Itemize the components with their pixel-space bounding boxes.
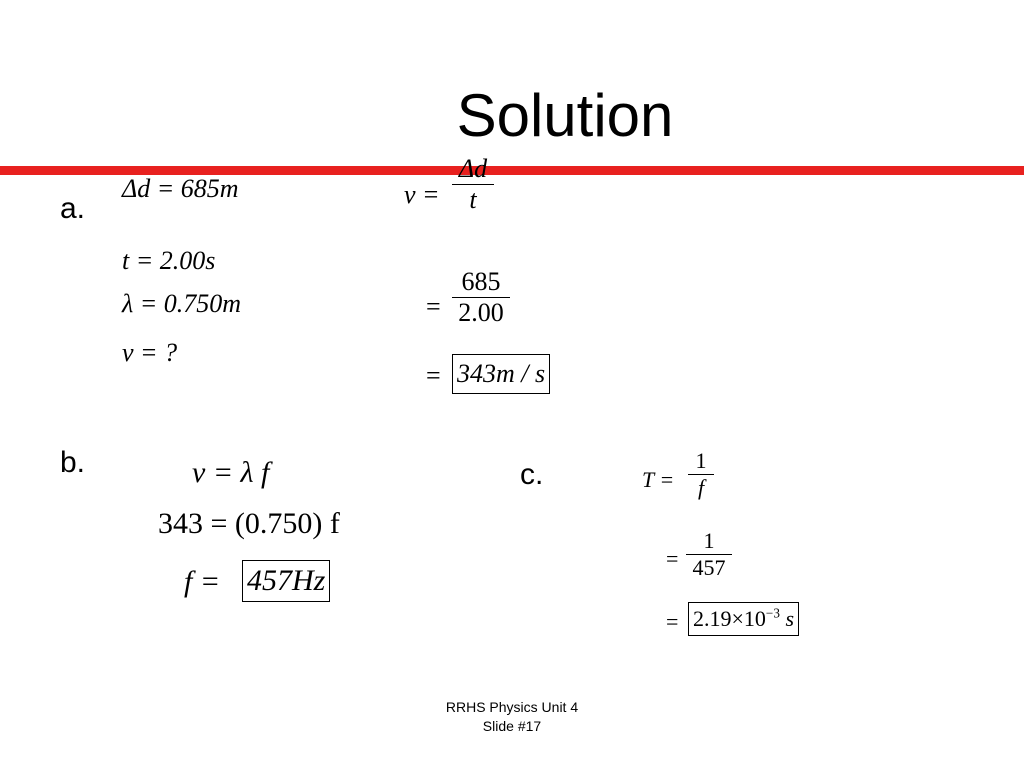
fraction-numerator: Δd: [458, 154, 488, 183]
part-c-label: c.: [520, 458, 544, 491]
footer-course: RRHS Physics Unit 4: [445, 699, 579, 715]
answer-a-box: 343m / s: [452, 354, 550, 394]
part-a-label: a.: [60, 192, 86, 225]
slide-footer: [392, 698, 632, 736]
slide-title: Solution: [456, 82, 674, 149]
given-wavelength: λ = 0.750m: [122, 289, 242, 318]
fraction-numerator: 685: [461, 267, 501, 296]
fraction-denominator: 457: [692, 555, 726, 580]
part-b-label: b.: [60, 446, 86, 479]
fraction-denominator: 2.00: [458, 298, 504, 327]
period-substitution-fraction: [686, 528, 732, 581]
period-formula-lhs: T =: [642, 467, 675, 492]
substitution-fraction: [452, 267, 510, 328]
given-time: t = 2.00s: [122, 246, 216, 275]
answer-b-lhs: f =: [184, 565, 221, 598]
answer-a-equals: =: [426, 361, 441, 390]
velocity-formula-lhs: v =: [404, 180, 440, 209]
given-displacement: Δd = 685m: [122, 174, 239, 203]
wave-substitution: 343 = (0.750) f: [158, 507, 340, 540]
answer-c-unit: s: [785, 606, 795, 631]
fraction-denominator: t: [469, 185, 477, 214]
fraction-numerator: 1: [695, 448, 707, 473]
period-substitution-equals: =: [666, 546, 679, 571]
velocity-formula-fraction: [452, 154, 494, 215]
fraction-numerator: 1: [703, 528, 715, 553]
period-formula-fraction: [688, 448, 714, 501]
substitution-equals: =: [426, 292, 441, 321]
given-velocity-unknown: v = ?: [122, 338, 178, 367]
wave-equation: v = λ f: [192, 456, 270, 489]
answer-b-box: 457Hz: [242, 560, 330, 602]
answer-c-equals: =: [666, 609, 679, 634]
footer-slide-number: Slide #17: [482, 718, 542, 734]
answer-c-box: [688, 602, 799, 636]
answer-c-mantissa: 2.19×10: [693, 606, 766, 631]
fraction-denominator: f: [697, 475, 705, 500]
answer-c-exponent: −3: [765, 605, 780, 621]
